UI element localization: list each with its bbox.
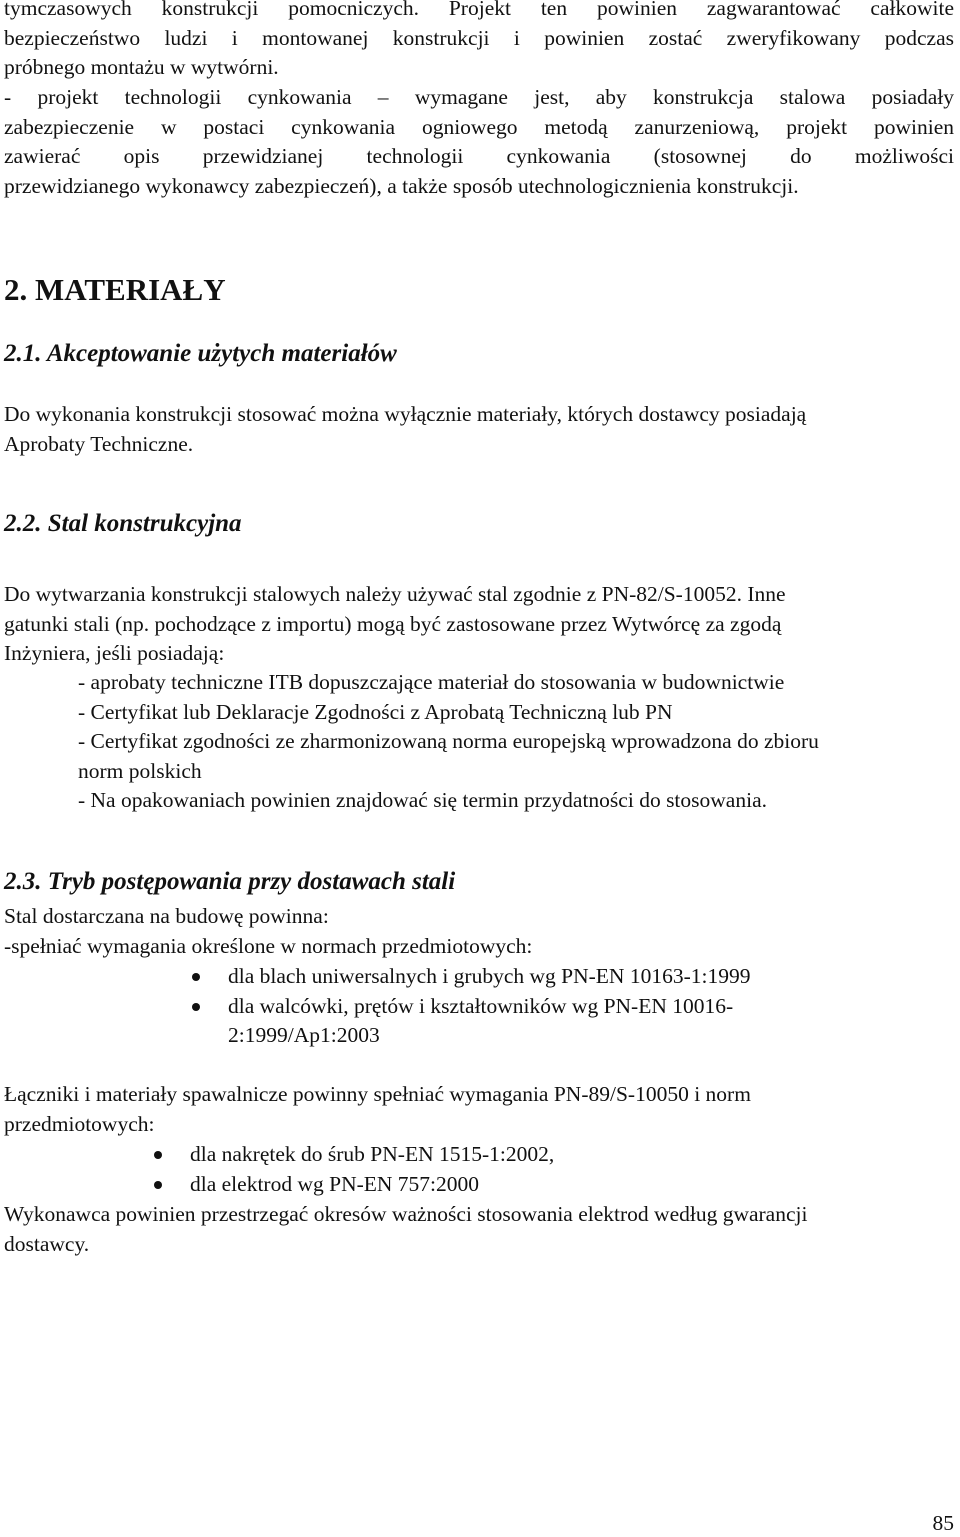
bullet-item bbox=[228, 962, 948, 992]
paragraph-line: gatunki stali (np. pochodzące z importu) mogą być zastosowane przez Wytwórcę za zgodą bbox=[4, 611, 782, 636]
list-item: - Na opakowaniach powinien znajdować się termin przydatności do stosowania. bbox=[78, 788, 767, 812]
list-item: - Certyfikat lub Deklaracje Zgodności z Aprobatą Techniczną lub PN bbox=[78, 699, 673, 724]
paragraph-line: tymczasowych konstrukcji pomocniczych. Projekt ten powinien zagwarantować całkowite bbox=[4, 0, 954, 20]
bullet-text: dla blach uniwersalnych i grubych wg PN-EN 10163-1:1999 bbox=[228, 964, 751, 988]
page-number: 85 bbox=[932, 1511, 954, 1535]
s21-paragraph bbox=[4, 400, 954, 459]
s23-bullet-list-2 bbox=[190, 1140, 950, 1199]
bullet-item bbox=[190, 1170, 950, 1200]
paragraph-line: Inżyniera, jeśli posiadają: bbox=[4, 641, 225, 665]
paragraph-line: bezpieczeństwo ludzi i montowanej konstrukcji i powinien zostać zweryfikowany podczas bbox=[4, 25, 954, 50]
paragraph-line: dostawcy. bbox=[4, 1231, 90, 1256]
paragraph-line: przedmiotowych: bbox=[4, 1111, 155, 1136]
bullet-item bbox=[190, 1140, 950, 1170]
connectors-paragraph bbox=[4, 1080, 954, 1139]
bullet-icon bbox=[192, 1003, 200, 1011]
section-heading: 2. MATERIAŁY bbox=[4, 272, 226, 307]
s22-paragraph bbox=[4, 580, 954, 669]
paragraph-line: przewidzianego wykonawcy zabezpieczeń), a także sposób utechnologicznienia konstrukcji. bbox=[4, 173, 799, 198]
paragraph-line: Do wytwarzania konstrukcji stalowych należy używać stal zgodnie z PN-82/S-10052. Inne bbox=[4, 582, 786, 606]
paragraph-line: -spełniać wymagania określone w normach przedmiotowych: bbox=[4, 933, 533, 958]
bullet-icon bbox=[154, 1151, 162, 1159]
subsection-heading-2-2: 2.2. Stal konstrukcyjna bbox=[4, 510, 242, 537]
closing-paragraph bbox=[4, 1200, 954, 1259]
paragraph-line: Do wykonania konstrukcji stosować można wyłącznie materiały, których dostawcy posiadają bbox=[4, 402, 807, 426]
subsection-heading-2-3: 2.3. Tryb postępowania przy dostawach stali bbox=[4, 868, 456, 895]
list-item: - Certyfikat zgodności ze zharmonizowaną norma europejską wprowadzona do zbioru bbox=[78, 729, 819, 753]
paragraph-line: próbnego montażu w wytwórni. bbox=[4, 55, 279, 79]
list-item-continuation: norm polskich bbox=[78, 758, 202, 783]
s22-requirements-list bbox=[78, 668, 958, 816]
paragraph-line: Łączniki i materiały spawalnicze powinny spełniać wymagania PN-89/S-10050 i norm bbox=[4, 1082, 751, 1106]
paragraph-line: Aprobaty Techniczne. bbox=[4, 431, 194, 456]
paragraph-line: zabezpieczenie w postaci cynkowania ogniowego metodą zanurzeniową, projekt powinien bbox=[4, 114, 954, 139]
subsection-heading-2-1: 2.1. Akceptowanie użytych materiałów bbox=[4, 340, 397, 367]
bullet-icon bbox=[154, 1181, 162, 1189]
bullet-icon bbox=[192, 973, 200, 981]
paragraph-line: Wykonawca powinien przestrzegać okresów ważności stosowania elektrod według gwarancji bbox=[4, 1202, 808, 1226]
bullet-text: dla elektrod wg PN-EN 757:2000 bbox=[190, 1171, 480, 1196]
paragraph-line: Stal dostarczana na budowę powinna: bbox=[4, 904, 329, 928]
top-paragraph bbox=[4, 0, 954, 83]
bullet-text: 2:1999/Ap1:2003 bbox=[228, 1023, 380, 1047]
galvanizing-paragraph bbox=[4, 83, 954, 201]
s23-bullet-list-1 bbox=[228, 962, 948, 1051]
bullet-item bbox=[228, 992, 948, 1022]
s23-intro bbox=[4, 902, 954, 961]
bullet-text: dla nakrętek do śrub PN-EN 1515-1:2002, bbox=[190, 1142, 555, 1166]
bullet-item-continuation bbox=[228, 1021, 948, 1051]
list-item: - aprobaty techniczne ITB dopuszczające materiał do stosowania w budownictwie bbox=[78, 670, 785, 694]
bullet-text: dla walcówki, prętów i kształtowników wg PN-EN 10016- bbox=[228, 993, 734, 1018]
paragraph-line: zawierać opis przewidzianej technologii cynkowania (stosownej do możliwości bbox=[4, 144, 954, 168]
paragraph-line: - projekt technologii cynkowania – wymagane jest, aby konstrukcja stalowa posiadały bbox=[4, 85, 954, 109]
